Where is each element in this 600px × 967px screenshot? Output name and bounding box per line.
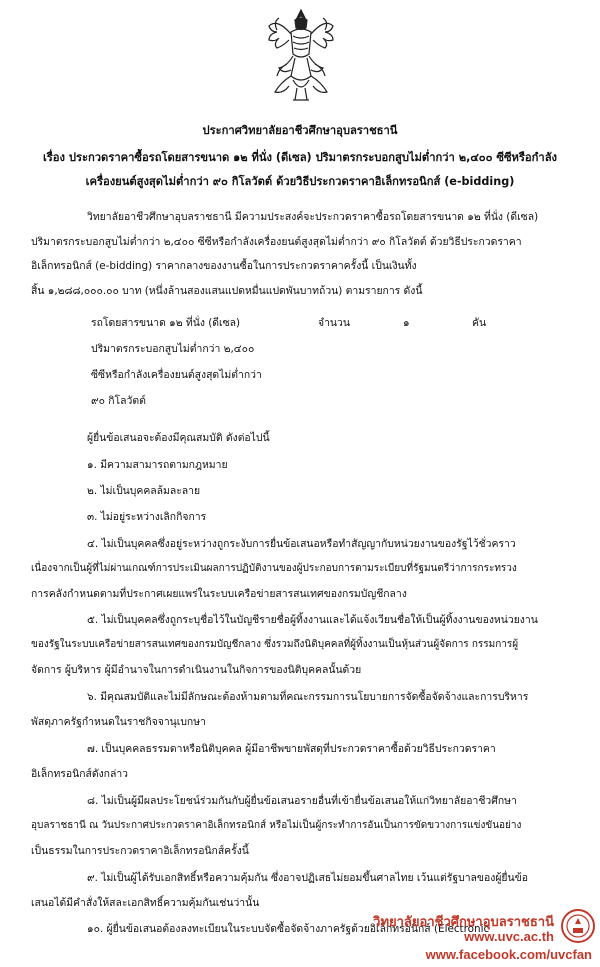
college-seal-icon [560,908,596,944]
intro-line-4: สิ้น ๑,๒๘๘,๐๐๐.๐๐ บาท (หนึ่งล้านสองแสนแปดหมื่นแปดพันบาทถ้วน) ตามรายการ ดังนี้ [31,285,423,297]
item-name-1: รถโดยสารขนาด ๑๒ ที่นั่ง (ดีเซล) [91,317,241,329]
qualification-line: พัสดุภาครัฐกำหนดในราชกิจจานุเบกษา [31,716,206,728]
qualification-line: ๒. ไม่เป็นบุคคลล้มละลาย [87,485,201,497]
item-name-4: ๙๐ กิโลวัตต์ [91,395,146,407]
watermark-org: วิทยาลัยอาชีวศึกษาอุบลราชธานี [373,914,554,929]
watermark-facebook: www.facebook.com/uvcfan [425,947,592,962]
qualification-line: เนื่องจากเป็นผู้ที่ไม่ผ่านเกณฑ์การประเมินผลการปฏิบัติงานของผู้ประกอบการตามระเบียบที่รัฐมนตรีว่าการกระทรวง [31,563,517,574]
subject-line-2: เครื่องยนต์สูงสุดไม่ต่ำกว่า ๙๐ กิโลวัตต์ ด้วยวิธีประกวดราคาอิเล็กทรอนิกส์ (e-bidding) [85,175,515,188]
intro-line-1: วิทยาลัยอาชีวศึกษาอุบลราชธานี มีความประสงค์จะประกวดราคาซื้อรถโดยสารขนาด ๑๒ ที่นั่ง (ดีเซล) [87,211,539,223]
qualifications-heading: ผู้ยื่นข้อเสนอจะต้องมีคุณสมบัติ ดังต่อไปนี้ [87,432,270,444]
qualification-line: อิเล็กทรอนิกส์ดังกล่าว [31,768,129,780]
qualification-line: ๑. มีความสามารถตามกฎหมาย [87,459,228,471]
qualification-line: ๘. ไม่เป็นผู้มีผลประโยชน์ร่วมกันกับผู้ยื่นข้อเสนอรายอื่นที่เข้ายื่นข้อเสนอให้แก่วิทยาลัยอาชีวศึกษา [87,795,517,807]
qualification-line: ๖. มีคุณสมบัติและไม่มีลักษณะต้องห้ามตามที่คณะกรรมการนโยบายการจัดซื้อจัดจ้างและการบริหาร [87,691,529,703]
item-qty: ๑ [403,317,410,329]
garuda-emblem-icon [263,6,339,104]
qualification-line: จัดการ ผู้บริหาร ผู้มีอำนาจในการดำเนินงานในกิจการของนิติบุคคลนั้นด้วย [31,664,362,676]
subject-line-1: เรื่อง ประกวดราคาซื้อรถโดยสารขนาด ๑๒ ที่นั่ง (ดีเซล) ปริมาตรกระบอกสูบไม่ต่ำกว่า ๒,๔๐๐ ซีซีหรือกำลัง [42,151,558,164]
qualification-line: เสนอได้มีคำสั่งให้สละเอกสิทธิ์ความคุ้มกันเช่นว่านั้น [31,897,260,909]
qualification-line: ๗. เป็นบุคคลธรรมดาหรือนิติบุคคล ผู้มีอาชีพขายพัสดุที่ประกวดราคาซื้อด้วยวิธีประกวดราคา [87,743,496,755]
item-name-3: ซีซีหรือกำลังเครื่องยนต์สูงสุดไม่ต่ำกว่า [91,369,262,381]
qualification-line: การคลังกำหนดตามที่ประกาศเผยแพร่ในระบบเครือข่ายสารสนเทศของกรมบัญชีกลาง [31,588,407,600]
qualification-line: ๕. ไม่เป็นบุคคลซึ่งถูกระบุชื่อไว้ในบัญชีรายชื่อผู้ทิ้งงานและได้แจ้งเวียนชื่อให้เป็นผู้ทิ้งงานของหน่วยงาน [87,614,538,626]
qualification-line: ๑๐. ผู้ยื่นข้อเสนอต้องลงทะเบียนในระบบจัดซื้อจัดจ้างภาครัฐด้วยอิเล็กทรอนิกส์ (Electronic [87,923,490,935]
qualification-line: อุบลราชธานี ณ วันประกาศประกวดราคาอิเล็กทรอนิกส์ หรือไม่เป็นผู้กระทำการอันเป็นการขัดขวางการแข่งขันอย่าง [31,820,522,831]
watermark-website: www.uvc.ac.th [464,929,554,944]
qualification-line: ๙. ไม่เป็นผู้ได้รับเอกสิทธิ์หรือความคุ้มกัน ซึ่งอาจปฏิเสธไม่ยอมขึ้นศาลไทย เว้นแต่รัฐบาลของผู้ยื่นข้อ [87,872,528,884]
announcement-title: ประกาศวิทยาลัยอาชีวศึกษาอุบลราชธานี [202,124,398,137]
qualification-line: เป็นธรรมในการประกวดราคาอิเล็กทรอนิกส์ครั้งนี้ [31,845,249,857]
item-name-2: ปริมาตรกระบอกสูบไม่ต่ำกว่า ๒,๔๐๐ [91,343,255,355]
intro-line-3: อิเล็กทรอนิกส์ (e-bidding) ราคากลางของงานซื้อในการประกวดราคาครั้งนี้ เป็นเงินทั้ง [31,260,417,272]
qualification-line: ๔. ไม่เป็นบุคคลซึ่งอยู่ระหว่างถูกระงับการยื่นข้อเสนอหรือทำสัญญากับหน่วยงานของรัฐไว้ชั่วคราว [87,538,516,550]
intro-line-2: ปริมาตรกระบอกสูบไม่ต่ำกว่า ๒,๔๐๐ ซีซีหรือกำลังเครื่องยนต์สูงสุดไม่ต่ำกว่า ๙๐ กิโลวัตต์ ด้วยวิธีประกวดราคา [31,236,522,248]
item-unit: คัน [472,317,487,329]
qualification-line: ของรัฐในระบบเครือข่ายสารสนเทศของกรมบัญชีกลาง ซึ่งรวมถึงนิติบุคคลที่ผู้ทิ้งงานเป็นหุ้นส่วนผู้จัดการ กรรมการผู้ [31,639,519,650]
qualification-line: ๓. ไม่อยู่ระหว่างเลิกกิจการ [87,511,207,523]
item-qty-label: จำนวน [318,317,350,329]
